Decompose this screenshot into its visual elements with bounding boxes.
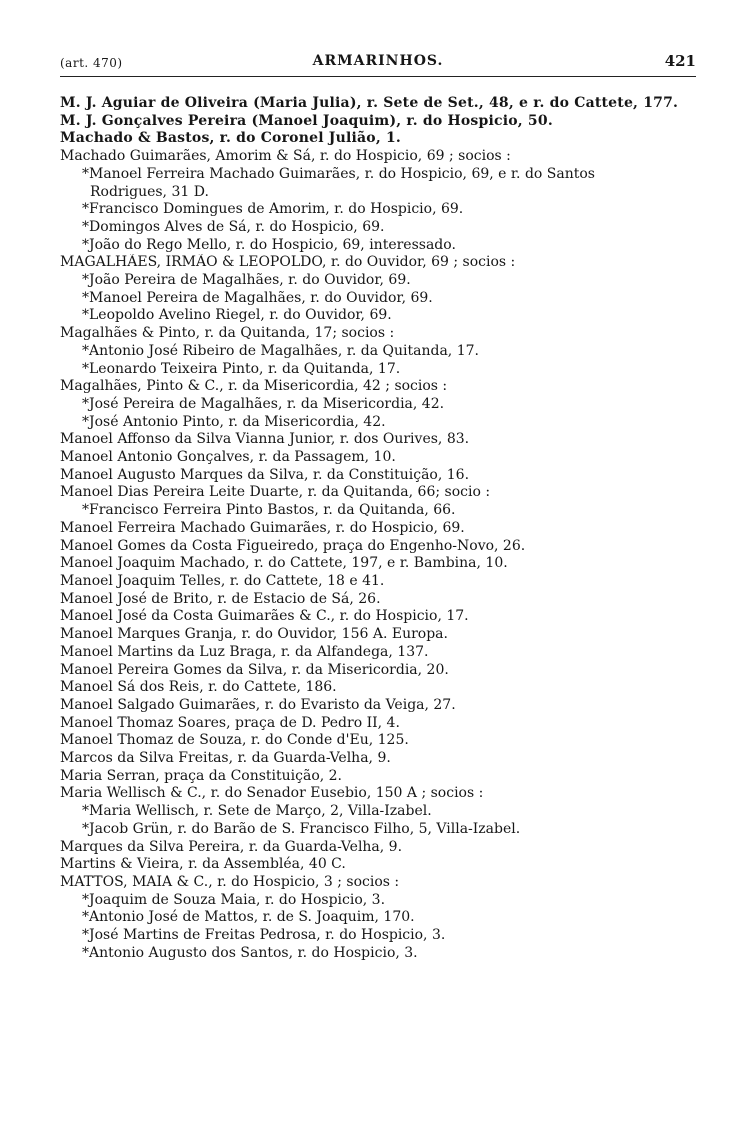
directory-entry: Manoel Thomaz Soares, praça de D. Pedro II, 4. [60, 714, 400, 731]
directory-entry: Manoel Antonio Gonçalves, r. da Passagem, 10. [60, 449, 396, 466]
directory-entry: Manoel Joaquim Machado, r. do Cattete, 197, e r. Bambina, 10. [60, 555, 508, 572]
directory-entry: Manoel Gomes da Costa Figueiredo, praça do Engenho-Novo, 26. [60, 537, 526, 554]
directory-entry: Marcos da Silva Freitas, r. da Guarda-Velha, 9. [60, 750, 391, 767]
directory-entry: Manoel Pereira Gomes da Silva, r. da Misericordia, 20. [60, 661, 449, 678]
partner-entry: *José Antonio Pinto, r. da Misericordia, 42. [82, 413, 386, 430]
page-number: 421 [664, 52, 696, 70]
partner-entry: *Domingos Alves de Sá, r. do Hospicio, 69. [82, 218, 385, 235]
directory-entry: Manoel Affonso da Silva Vianna Junior, r. dos Ourives, 83. [60, 431, 470, 448]
directory-entry: Machado & Bastos, r. do Coronel Julião, 1. [60, 130, 402, 147]
directory-entry: Marques da Silva Pereira, r. da Guarda-Velha, 9. [60, 838, 403, 855]
directory-entry: Magalhães, Pinto & C., r. da Misericordia, 42 ; socios : [60, 378, 448, 395]
partner-entry: *Maria Wellisch, r. Sete de Março, 2, Villa-Izabel. [82, 803, 432, 820]
partner-entry: *José Pereira de Magalhães, r. da Misericordia, 42. [82, 395, 445, 412]
directory-entry: Machado Guimarães, Amorim & Sá, r. do Hospicio, 69 ; socios : [60, 148, 511, 165]
partner-entry: *Antonio José Ribeiro de Magalhães, r. da Quitanda, 17. [82, 342, 479, 359]
partner-entry: Rodrigues, 31 D. [90, 183, 209, 200]
page-header [60, 48, 696, 77]
partner-entry: *Francisco Domingues de Amorim, r. do Hospicio, 69. [82, 201, 464, 218]
partner-entry: *Jacob Grün, r. do Barão de S. Francisco Filho, 5, Villa-Izabel. [82, 820, 521, 837]
directory-entry: Martins & Vieira, r. da Assembléa, 40 C. [60, 856, 346, 873]
directory-entry: Magalhães & Pinto, r. da Quitanda, 17; socios : [60, 325, 395, 342]
partner-entry: *João Pereira de Magalhães, r. do Ouvidor, 69. [82, 272, 411, 289]
directory-entry: Manoel José da Costa Guimarães & C., r. do Hospicio, 17. [60, 608, 469, 625]
directory-entry: Manoel Augusto Marques da Silva, r. da Constituição, 16. [60, 466, 470, 483]
directory-entry: M. J. Aguiar de Oliveira (Maria Julia), r. Sete de Set., 48, e r. do Cattete, 177. [60, 95, 679, 111]
partner-entry: *Manoel Pereira de Magalhães, r. do Ouvidor, 69. [82, 289, 433, 306]
partner-entry: *Leopoldo Avelino Riegel, r. do Ouvidor, 69. [82, 307, 392, 324]
partner-entry: *José Martins de Freitas Pedrosa, r. do Hospicio, 3. [82, 927, 446, 944]
section-title: ARMARINHOS. [312, 53, 444, 69]
directory-entry: Maria Wellisch & C., r. do Senador Eusebio, 150 A ; socios : [60, 785, 484, 802]
document-page [60, 48, 696, 962]
directory-entry: Manoel Martins da Luz Braga, r. da Alfandega, 137. [60, 643, 429, 660]
partner-entry: *Joaquim de Souza Maia, r. do Hospicio, 3. [82, 891, 386, 908]
directory-entry: Manoel Dias Pereira Leite Duarte, r. da Quitanda, 66; socio : [60, 484, 491, 501]
directory-entry: MAGALHÃES, IRMÃO & LEOPOLDO, r. do Ouvidor, 69 ; socios : [60, 254, 516, 271]
directory-entry: Maria Serran, praça da Constituição, 2. [60, 767, 343, 784]
directory-entry: Manoel Ferreira Machado Guimarães, r. do Hospicio, 69. [60, 519, 465, 536]
directory-entry: Manoel Marques Granja, r. do Ouvidor, 156 A. Europa. [60, 626, 448, 643]
partner-entry: *João do Rego Mello, r. do Hospicio, 69, interessado. [82, 236, 456, 253]
directory-entry: Manoel Thomaz de Souza, r. do Conde d'Eu, 125. [60, 732, 409, 749]
directory-entry: Manoel Salgado Guimarães, r. do Evaristo da Veiga, 27. [60, 696, 456, 713]
partner-entry: *Antonio José de Mattos, r. de S. Joaquim, 170. [82, 909, 415, 926]
directory-listing [60, 95, 696, 962]
directory-entry: Manoel Sá dos Reis, r. do Cattete, 186. [60, 679, 337, 696]
directory-entry: Manoel José de Brito, r. de Estacio de Sá, 26. [60, 590, 381, 607]
partner-entry: *Leonardo Teixeira Pinto, r. da Quitanda, 17. [82, 360, 401, 377]
directory-entry: MATTOS, MAIA & C., r. do Hospicio, 3 ; socios : [60, 873, 400, 890]
partner-entry: *Manoel Ferreira Machado Guimarães, r. do Hospicio, 69, e r. do Santos [82, 165, 595, 182]
partner-entry: *Francisco Ferreira Pinto Bastos, r. da Quitanda, 66. [82, 502, 456, 519]
directory-entry: M. J. Gonçalves Pereira (Manoel Joaquim), r. do Hospicio, 50. [60, 112, 553, 129]
partner-entry: *Antonio Augusto dos Santos, r. do Hospicio, 3. [82, 944, 418, 961]
article-reference: (art. 470) [60, 56, 123, 70]
directory-entry: Manoel Joaquim Telles, r. do Cattete, 18 e 41. [60, 572, 385, 589]
